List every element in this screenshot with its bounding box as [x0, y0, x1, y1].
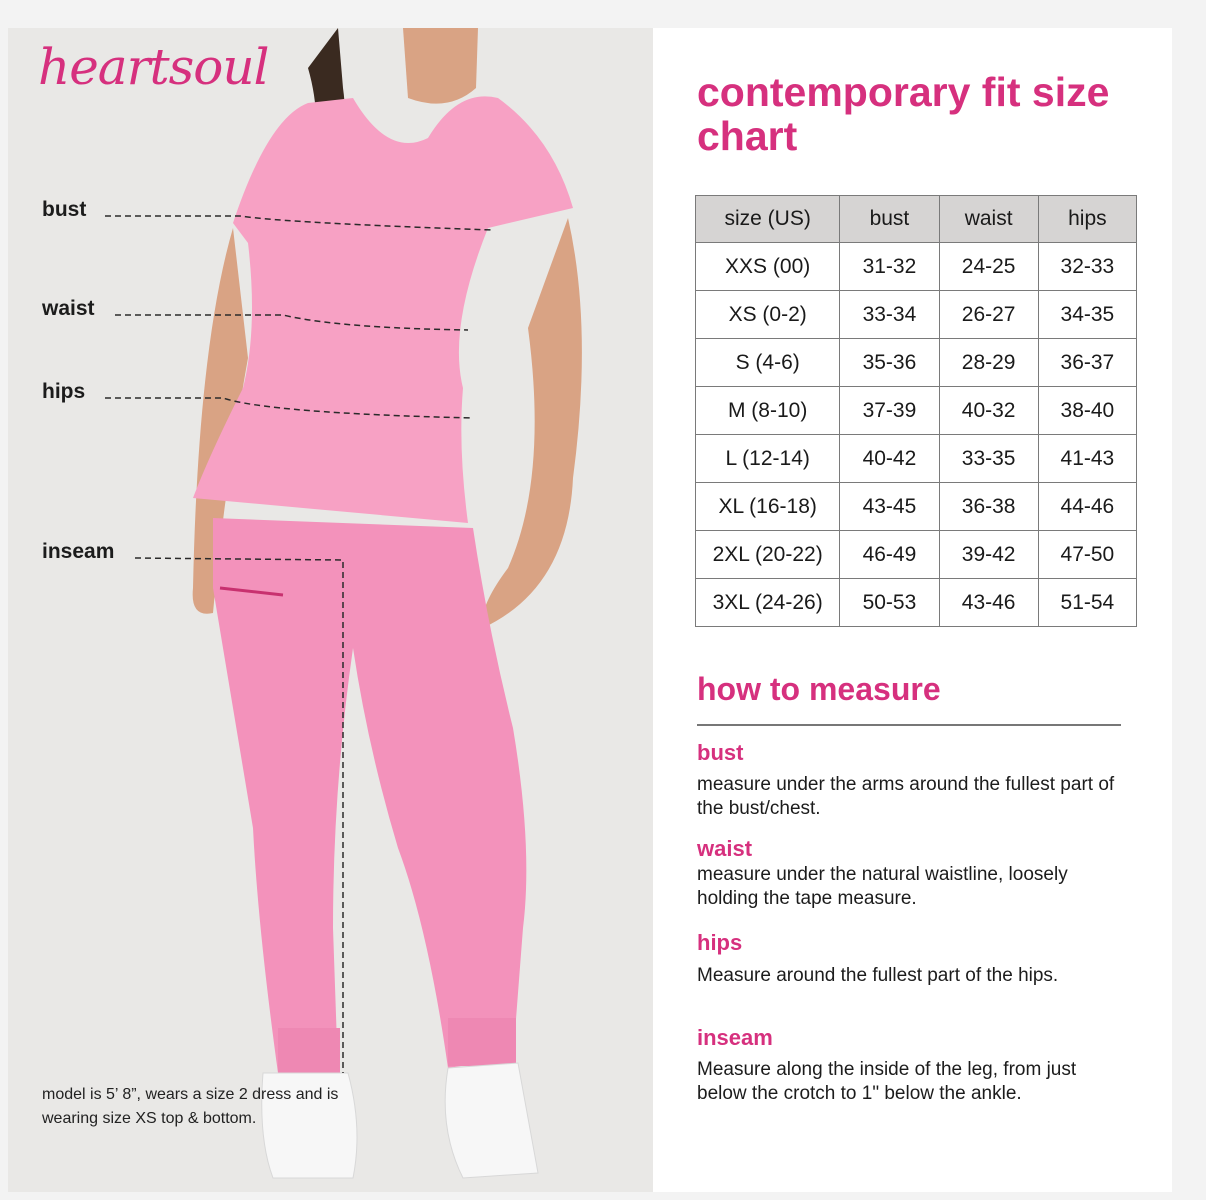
bust-label: bust [42, 198, 87, 221]
table-row [696, 339, 1137, 387]
size-cell: 2XL (20-22) [696, 531, 840, 579]
waist-cell: 39-42 [939, 531, 1038, 579]
waist-description: measure under the natural waistline, loosely holding the tape measure. [697, 864, 1068, 909]
inseam-label: inseam [42, 540, 115, 563]
bust-cell: 50-53 [840, 579, 939, 627]
bust-description: measure under the arms around the fullest part of the bust/chest. [697, 774, 1115, 819]
hips-cell: 36-37 [1038, 339, 1136, 387]
waist-cell: 40-32 [939, 387, 1038, 435]
bust-cell: 33-34 [840, 291, 939, 339]
divider [697, 724, 1121, 726]
waist-cell: 28-29 [939, 339, 1038, 387]
bust-cell: 46-49 [840, 531, 939, 579]
hips-cell: 38-40 [1038, 387, 1136, 435]
inseam-description: Measure along the inside of the leg, from just below the crotch to 1" below the ankle. [697, 1059, 1077, 1104]
table-row [696, 435, 1137, 483]
waist-cell: 36-38 [939, 483, 1038, 531]
hips-cell: 32-33 [1038, 243, 1136, 291]
waist-cell: 24-25 [939, 243, 1038, 291]
model-illustration [8, 28, 653, 1192]
size-cell: L (12-14) [696, 435, 840, 483]
table-row [696, 531, 1137, 579]
hips-description: Measure around the fullest part of the hips. [697, 965, 1059, 986]
column-header: bust [840, 196, 939, 243]
how-to-measure-title: how to measure [697, 671, 941, 707]
size-cell: XS (0-2) [696, 291, 840, 339]
size-cell: S (4-6) [696, 339, 840, 387]
bust-heading: bust [697, 740, 744, 765]
hips-cell: 44-46 [1038, 483, 1136, 531]
inseam-heading: inseam [697, 1025, 773, 1050]
table-row [696, 387, 1137, 435]
hips-label: hips [42, 380, 86, 403]
chart-title: contemporary fit size chart [697, 69, 1110, 159]
column-header: waist [939, 196, 1038, 243]
size-cell: M (8-10) [696, 387, 840, 435]
bust-cell: 35-36 [840, 339, 939, 387]
size-cell: 3XL (24-26) [696, 579, 840, 627]
table-row [696, 243, 1137, 291]
table-row [696, 291, 1137, 339]
hips-heading: hips [697, 930, 743, 955]
table-header-row [696, 196, 1137, 243]
hips-cell: 47-50 [1038, 531, 1136, 579]
waist-heading: waist [697, 836, 753, 861]
hips-cell: 51-54 [1038, 579, 1136, 627]
size-table [695, 195, 1137, 627]
info-panel [653, 28, 1172, 1192]
hips-cell: 34-35 [1038, 291, 1136, 339]
bust-cell: 31-32 [840, 243, 939, 291]
waist-cell: 43-46 [939, 579, 1038, 627]
model-photo [8, 28, 653, 1192]
waist-cell: 26-27 [939, 291, 1038, 339]
size-cell: XL (16-18) [696, 483, 840, 531]
bust-cell: 43-45 [840, 483, 939, 531]
column-header: hips [1038, 196, 1136, 243]
hips-cell: 41-43 [1038, 435, 1136, 483]
table-row [696, 579, 1137, 627]
heartsoul-logo: heartsoul [38, 38, 269, 96]
table-row [696, 483, 1137, 531]
waist-label: waist [42, 297, 95, 320]
model-note: model is 5’ 8”, wears a size 2 dress and is wearing size XS top & bottom. [42, 1086, 339, 1127]
size-cell: XXS (00) [696, 243, 840, 291]
bust-cell: 37-39 [840, 387, 939, 435]
waist-cell: 33-35 [939, 435, 1038, 483]
column-header: size (US) [696, 196, 840, 243]
size-chart-card [8, 28, 1172, 1192]
bust-cell: 40-42 [840, 435, 939, 483]
